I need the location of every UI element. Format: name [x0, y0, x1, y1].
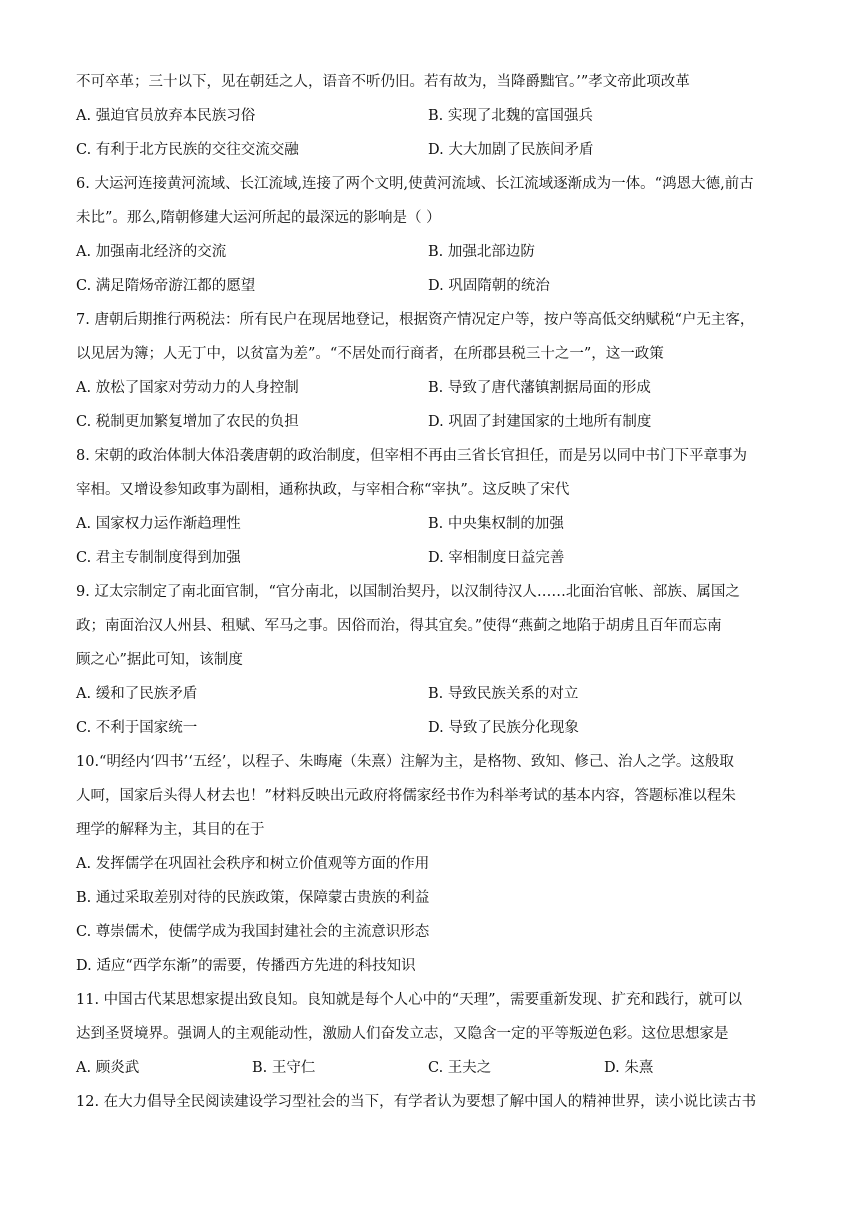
question-8-text-line: 宰相。又增设参知政事为副相，通称执政，与宰相合称“宰执”。这反映了宋代	[76, 482, 570, 498]
question-10-text-line: 理学的解释为主，其目的在于	[76, 822, 265, 838]
question-9-text-line: 顾之心”据此可知，该制度	[76, 652, 243, 668]
question-10-text-line: 10.“明经内‘四书’‘五经’，以程子、朱晦庵（朱熹）注解为主，是格物、致知、修己、治人之学。这般取	[76, 754, 734, 770]
question-6-option-b: B. 加强北部边防	[428, 244, 535, 260]
question-11-option-a: A. 顾炎武	[76, 1060, 140, 1076]
question-7-text-line: 以见居为簿；人无丁中，以贫富为差”。“不居处而行商者，在所郡县税三十之一”，这一政策	[76, 346, 664, 362]
question-7-option-a: A. 放松了国家对劳动力的人身控制	[76, 380, 299, 396]
question-10-text-line: 人呵，国家后头得人材去也！”材料反映出元政府将儒家经书作为科举考试的基本内容，答题标准以程朱	[76, 788, 736, 804]
question-11-text-line: 11. 中国古代某思想家提出致良知。良知就是每个人心中的“天理”，需要重新发现、扩充和践行，就可以	[76, 992, 742, 1008]
question-7-option-b: B. 导致了唐代藩镇割据局面的形成	[428, 380, 651, 396]
question-7-text-line: 7. 唐朝后期推行两税法：所有民户在现居地登记，根据资产情况定户等，按户等高低交纳赋税“户无主客，	[76, 312, 755, 328]
question-5-text-line: 不可卒革；三十以下，见在朝廷之人，语音不听仍旧。若有故为，当降爵黜官。’”孝文帝此项改革	[76, 74, 690, 90]
question-9-option-a: A. 缓和了民族矛盾	[76, 686, 198, 702]
question-10-option-c: C. 尊崇儒术，使儒学成为我国封建社会的主流意识形态	[76, 924, 430, 940]
question-10-option-b: B. 通过采取差别对待的民族政策，保障蒙古贵族的利益	[76, 890, 430, 906]
question-6-option-a: A. 加强南北经济的交流	[76, 244, 227, 260]
question-6-option-d: D. 巩固隋朝的统治	[428, 278, 550, 294]
question-5-option-d: D. 大大加剧了民族间矛盾	[428, 142, 594, 158]
question-10-option-d: D. 适应“西学东渐”的需要，传播西方先进的科技知识	[76, 958, 416, 974]
question-7-option-d: D. 巩固了封建国家的土地所有制度	[428, 414, 652, 430]
question-9-text-line: 政；南面治汉人州县、租赋、军马之事。因俗而治，得其宜矣。”使得“燕蓟之地陷于胡虏且百年而忘南	[76, 618, 722, 634]
question-11-option-d: D. 朱熹	[604, 1060, 654, 1076]
question-9-option-d: D. 导致了民族分化现象	[428, 720, 579, 736]
question-12-text-line: 12. 在大力倡导全民阅读建设学习型社会的当下，有学者认为要想了解中国人的精神世界，读小说比读古书	[76, 1094, 757, 1110]
question-11-option-c: C. 王夫之	[428, 1060, 492, 1076]
question-5-option-a: A. 强迫官员放弃本民族习俗	[76, 108, 256, 124]
question-9-option-b: B. 导致民族关系的对立	[428, 686, 579, 702]
question-8-option-d: D. 宰相制度日益完善	[428, 550, 565, 566]
question-6-text-line: 6. 大运河连接黄河流域、长江流域,连接了两个文明,使黄河流域、长江流域逐渐成为一体。“鸿恩大德,前古	[76, 176, 754, 192]
question-5-option-c: C. 有利于北方民族的交往交流交融	[76, 142, 299, 158]
question-8-option-c: C. 君主专制制度得到加强	[76, 550, 241, 566]
question-11-option-b: B. 王守仁	[252, 1060, 316, 1076]
question-6-text-line: 未比”。那么,隋朝修建大运河所起的最深远的影响是（ ）	[76, 210, 441, 226]
question-9-text-line: 9. 辽太宗制定了南北面官制，“官分南北，以国制治契丹，以汉制待汉人……北面治官帐、部族、属国之	[76, 584, 740, 600]
question-8-option-a: A. 国家权力运作渐趋理性	[76, 516, 241, 532]
question-10-option-a: A. 发挥儒学在巩固社会秩序和树立价值观等方面的作用	[76, 856, 430, 872]
question-5-option-b: B. 实现了北魏的富国强兵	[428, 108, 593, 124]
question-11-text-line: 达到圣贤境界。强调人的主观能动性，激励人们奋发立志，又隐含一定的平等叛逆色彩。这位思想家是	[76, 1026, 729, 1042]
question-8-text-line: 8. 宋朝的政治体制大体沿袭唐朝的政治制度，但宰相不再由三省长官担任，而是另以同中书门下平章事为	[76, 448, 747, 464]
question-6-option-c: C. 满足隋炀帝游江都的愿望	[76, 278, 256, 294]
question-7-option-c: C. 税制更加繁复增加了农民的负担	[76, 414, 299, 430]
question-9-option-c: C. 不利于国家统一	[76, 720, 198, 736]
question-8-option-b: B. 中央集权制的加强	[428, 516, 564, 532]
